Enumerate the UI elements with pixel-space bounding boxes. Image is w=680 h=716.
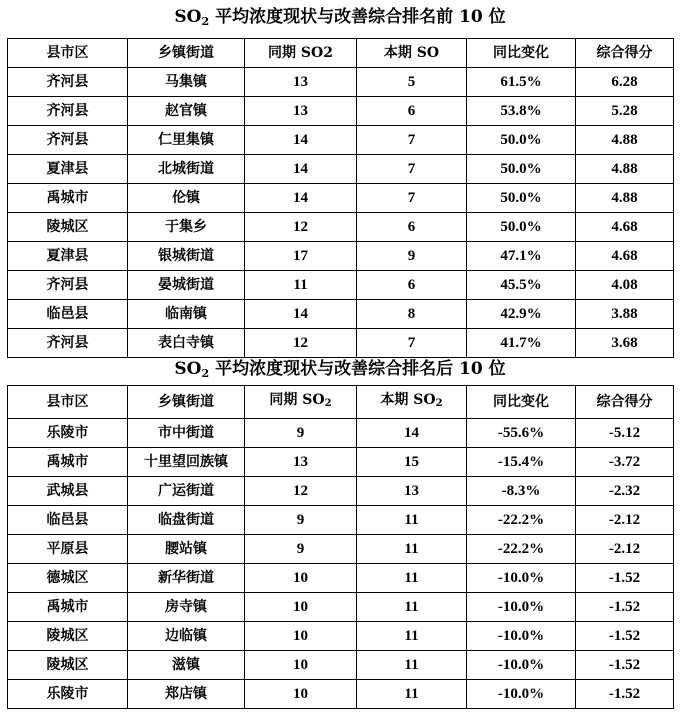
bottom-title-rest: 平均浓度现状与改善综合排名后 10 位 — [215, 359, 506, 379]
cell-score: -1.52 — [576, 564, 674, 593]
header-change: 同比变化 — [467, 39, 576, 68]
cell-change: -10.0% — [467, 651, 576, 680]
cell-curr-so2: 11 — [357, 593, 467, 622]
cell-county: 陵城区 — [8, 651, 128, 680]
cell-prev-so2: 14 — [245, 155, 357, 184]
cell-county: 禹城市 — [8, 593, 128, 622]
cell-county: 武城县 — [8, 477, 128, 506]
header-prev-so2 — [245, 386, 357, 419]
cell-curr-so2: 11 — [357, 564, 467, 593]
top-title-so: SO — [174, 7, 202, 27]
table-row — [8, 126, 674, 155]
cell-score: -2.32 — [576, 477, 674, 506]
cell-change: -15.4% — [467, 448, 576, 477]
cell-score: 4.68 — [576, 213, 674, 242]
cell-town: 银城街道 — [128, 242, 245, 271]
cell-county: 禹城市 — [8, 184, 128, 213]
top-header-row — [8, 39, 674, 68]
table-row — [8, 271, 674, 300]
cell-curr-so2: 7 — [357, 329, 467, 358]
cell-curr-so2: 11 — [357, 651, 467, 680]
cell-change: -8.3% — [467, 477, 576, 506]
cell-county: 齐河县 — [8, 126, 128, 155]
cell-curr-so2: 9 — [357, 242, 467, 271]
table-row — [8, 97, 674, 126]
table-row — [8, 622, 674, 651]
table-row — [8, 155, 674, 184]
cell-curr-so2: 7 — [357, 155, 467, 184]
cell-town: 郑店镇 — [128, 680, 245, 709]
cell-change: 50.0% — [467, 155, 576, 184]
cell-change: -10.0% — [467, 680, 576, 709]
header-prev-label: 同期 SO — [269, 392, 325, 408]
cell-score: -1.52 — [576, 680, 674, 709]
cell-curr-so2: 7 — [357, 126, 467, 155]
cell-score: -2.12 — [576, 506, 674, 535]
table-row — [8, 300, 674, 329]
cell-change: -10.0% — [467, 564, 576, 593]
cell-prev-so2: 13 — [245, 68, 357, 97]
cell-county: 陵城区 — [8, 622, 128, 651]
top-title-rest: 平均浓度现状与改善综合排名前 10 位 — [215, 7, 506, 27]
cell-curr-so2: 11 — [357, 506, 467, 535]
bottom-title-so: SO — [174, 359, 202, 379]
cell-change: -10.0% — [467, 593, 576, 622]
cell-score: -1.52 — [576, 593, 674, 622]
cell-change: 41.7% — [467, 329, 576, 358]
cell-score: -1.52 — [576, 651, 674, 680]
cell-prev-so2: 9 — [245, 506, 357, 535]
cell-prev-so2: 10 — [245, 680, 357, 709]
cell-score: 3.88 — [576, 300, 674, 329]
cell-town: 仁里集镇 — [128, 126, 245, 155]
cell-change: 45.5% — [467, 271, 576, 300]
cell-score: 3.68 — [576, 329, 674, 358]
cell-prev-so2: 10 — [245, 622, 357, 651]
cell-score: 4.88 — [576, 126, 674, 155]
cell-town: 临南镇 — [128, 300, 245, 329]
bottom-table-body — [8, 419, 674, 709]
cell-change: 50.0% — [467, 213, 576, 242]
header-town: 乡镇街道 — [128, 39, 245, 68]
table-row — [8, 651, 674, 680]
cell-score: 4.88 — [576, 155, 674, 184]
cell-curr-so2: 11 — [357, 680, 467, 709]
cell-county: 德城区 — [8, 564, 128, 593]
cell-town: 北城街道 — [128, 155, 245, 184]
header-curr-so: 本期 SO — [357, 39, 467, 68]
cell-curr-so2: 5 — [357, 68, 467, 97]
cell-score: -3.72 — [576, 448, 674, 477]
table-row — [8, 184, 674, 213]
cell-curr-so2: 7 — [357, 184, 467, 213]
cell-town: 房寺镇 — [128, 593, 245, 622]
cell-prev-so2: 12 — [245, 477, 357, 506]
cell-curr-so2: 6 — [357, 271, 467, 300]
cell-town: 新华街道 — [128, 564, 245, 593]
cell-county: 齐河县 — [8, 271, 128, 300]
cell-change: 47.1% — [467, 242, 576, 271]
cell-prev-so2: 9 — [245, 419, 357, 448]
cell-town: 腰站镇 — [128, 535, 245, 564]
cell-town: 市中街道 — [128, 419, 245, 448]
table-row — [8, 448, 674, 477]
top-title-sub: 2 — [201, 15, 210, 28]
top-table-body — [8, 68, 674, 358]
header-county: 县市区 — [8, 386, 128, 419]
table-row — [8, 68, 674, 97]
cell-town: 于集乡 — [128, 213, 245, 242]
cell-change: 53.8% — [467, 97, 576, 126]
table-row — [8, 593, 674, 622]
cell-prev-so2: 11 — [245, 271, 357, 300]
cell-curr-so2: 6 — [357, 97, 467, 126]
cell-town: 滋镇 — [128, 651, 245, 680]
cell-county: 乐陵市 — [8, 680, 128, 709]
cell-curr-so2: 14 — [357, 419, 467, 448]
header-score: 综合得分 — [576, 386, 674, 419]
cell-county: 禹城市 — [8, 448, 128, 477]
header-change: 同比变化 — [467, 386, 576, 419]
table-row — [8, 680, 674, 709]
cell-county: 临邑县 — [8, 300, 128, 329]
cell-score: 4.08 — [576, 271, 674, 300]
table-row — [8, 419, 674, 448]
cell-town: 十里望回族镇 — [128, 448, 245, 477]
cell-town: 马集镇 — [128, 68, 245, 97]
header-curr-label: 本期 SO — [380, 392, 436, 408]
cell-county: 平原县 — [8, 535, 128, 564]
cell-change: -55.6% — [467, 419, 576, 448]
table-row — [8, 535, 674, 564]
header-curr-sub: 2 — [435, 398, 443, 409]
cell-prev-so2: 10 — [245, 593, 357, 622]
cell-change: -10.0% — [467, 622, 576, 651]
cell-prev-so2: 10 — [245, 651, 357, 680]
top-table-title — [0, 6, 680, 33]
header-prev-so2: 同期 SO2 — [245, 39, 357, 68]
top-ranking-table — [7, 38, 674, 358]
bottom-ranking-table — [7, 385, 674, 709]
cell-prev-so2: 14 — [245, 126, 357, 155]
header-town: 乡镇街道 — [128, 386, 245, 419]
table-row — [8, 329, 674, 358]
cell-prev-so2: 13 — [245, 97, 357, 126]
cell-change: 42.9% — [467, 300, 576, 329]
cell-score: -2.12 — [576, 535, 674, 564]
cell-town: 广运街道 — [128, 477, 245, 506]
cell-town: 临盘街道 — [128, 506, 245, 535]
cell-prev-so2: 13 — [245, 448, 357, 477]
cell-county: 临邑县 — [8, 506, 128, 535]
cell-county: 夏津县 — [8, 242, 128, 271]
cell-county: 齐河县 — [8, 68, 128, 97]
header-score: 综合得分 — [576, 39, 674, 68]
bottom-table-title — [0, 358, 680, 385]
cell-change: -22.2% — [467, 535, 576, 564]
cell-town: 晏城街道 — [128, 271, 245, 300]
cell-prev-so2: 14 — [245, 300, 357, 329]
cell-score: 6.28 — [576, 68, 674, 97]
bottom-title-sub: 2 — [201, 367, 210, 380]
cell-curr-so2: 15 — [357, 448, 467, 477]
cell-curr-so2: 6 — [357, 213, 467, 242]
table-row — [8, 477, 674, 506]
cell-town: 边临镇 — [128, 622, 245, 651]
cell-town: 伦镇 — [128, 184, 245, 213]
header-prev-sub: 2 — [324, 398, 332, 409]
cell-prev-so2: 17 — [245, 242, 357, 271]
cell-score: -1.52 — [576, 622, 674, 651]
cell-prev-so2: 9 — [245, 535, 357, 564]
cell-curr-so2: 11 — [357, 622, 467, 651]
cell-change: -22.2% — [467, 506, 576, 535]
cell-curr-so2: 13 — [357, 477, 467, 506]
cell-change: 61.5% — [467, 68, 576, 97]
cell-prev-so2: 12 — [245, 329, 357, 358]
table-row — [8, 213, 674, 242]
cell-county: 夏津县 — [8, 155, 128, 184]
cell-prev-so2: 12 — [245, 213, 357, 242]
table-row — [8, 564, 674, 593]
bottom-header-row — [8, 386, 674, 419]
header-curr-so2 — [357, 386, 467, 419]
cell-county: 齐河县 — [8, 329, 128, 358]
cell-curr-so2: 11 — [357, 535, 467, 564]
table-row — [8, 506, 674, 535]
cell-score: -5.12 — [576, 419, 674, 448]
cell-prev-so2: 14 — [245, 184, 357, 213]
cell-change: 50.0% — [467, 126, 576, 155]
cell-score: 5.28 — [576, 97, 674, 126]
header-county: 县市区 — [8, 39, 128, 68]
cell-county: 陵城区 — [8, 213, 128, 242]
cell-score: 4.68 — [576, 242, 674, 271]
cell-town: 赵官镇 — [128, 97, 245, 126]
cell-prev-so2: 10 — [245, 564, 357, 593]
cell-change: 50.0% — [467, 184, 576, 213]
cell-county: 乐陵市 — [8, 419, 128, 448]
table-row — [8, 242, 674, 271]
cell-town: 表白寺镇 — [128, 329, 245, 358]
cell-county: 齐河县 — [8, 97, 128, 126]
cell-curr-so2: 8 — [357, 300, 467, 329]
cell-score: 4.88 — [576, 184, 674, 213]
